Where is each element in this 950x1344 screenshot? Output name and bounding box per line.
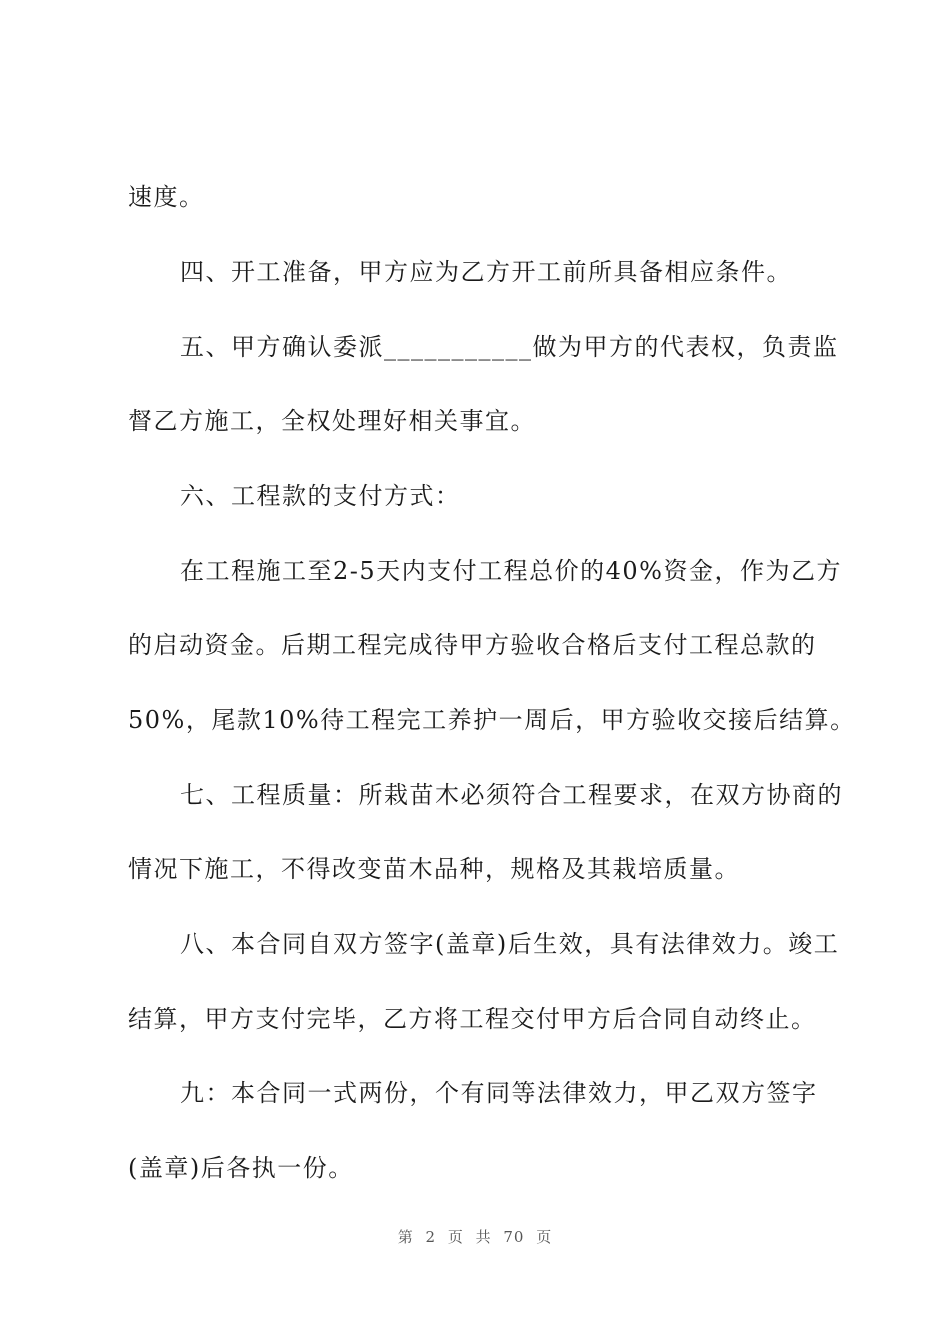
text-line-speed: 速度。	[128, 183, 205, 211]
clause-7-line-2: 情况下施工，不得改变苗木品种，规格及其栽培质量。	[128, 855, 740, 883]
payment-line-3: 50%，尾款10%待工程完工养护一周后，甲方验收交接后结算。	[128, 706, 856, 734]
clause-5-line-1: 五、甲方确认委派___________做为甲方的代表权，负责监	[180, 333, 839, 361]
clause-4-line: 四、开工准备，甲方应为乙方开工前所具备相应条件。	[180, 258, 792, 286]
payment-line-1: 在工程施工至2-5天内支付工程总价的40%资金，作为乙方	[180, 557, 842, 585]
clause-8-line-2: 结算，甲方支付完毕，乙方将工程交付甲方后合同自动终止。	[128, 1005, 817, 1033]
payment-line-2: 的启动资金。后期工程完成待甲方验收合格后支付工程总款的	[128, 631, 817, 659]
clause-5-line-2: 督乙方施工，全权处理好相关事宜。	[128, 407, 536, 435]
clause-6-heading: 六、工程款的支付方式：	[180, 482, 461, 510]
clause-9-line-2: (盖章)后各执一份。	[128, 1154, 354, 1182]
page-number-footer: 第 2 页 共 70 页	[397, 1228, 553, 1246]
clause-9-line-1: 九：本合同一式两份，个有同等法律效力，甲乙双方签字	[180, 1079, 818, 1107]
clause-7-line-1: 七、工程质量：所栽苗木必须符合工程要求，在双方协商的	[180, 781, 843, 809]
clause-8-line-1: 八、本合同自双方签字(盖章)后生效，具有法律效力。竣工	[180, 930, 840, 958]
